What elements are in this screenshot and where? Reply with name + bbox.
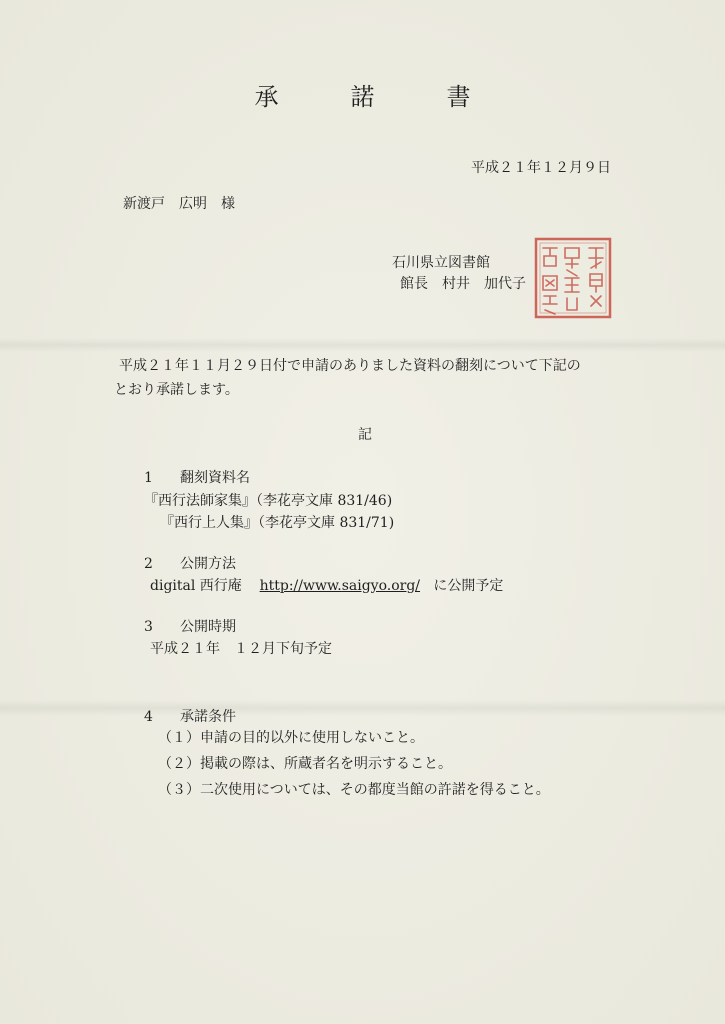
material-2: 『西行上人集』（李花亭文庫 831/71)	[160, 515, 395, 531]
issuer-director: 館長 村井 加代子	[400, 276, 526, 292]
issuer-organization: 石川県立図書館	[392, 255, 490, 271]
official-seal-stamp	[533, 236, 613, 320]
publication-medium: digital 西行庵	[150, 578, 242, 594]
document-date: 平成２１年１２月９日	[471, 160, 611, 176]
publication-schedule: 平成２１年 １２月下旬予定	[150, 641, 332, 657]
item-heading-label: 公開時期	[180, 619, 236, 635]
ki-heading: 記	[358, 427, 372, 443]
body-text-line-1: 平成２１年１１月２９日付で申請のありました資料の翻刻について下記の	[119, 358, 581, 374]
publication-method	[150, 577, 503, 595]
item-number: 2	[144, 556, 153, 572]
item-heading-label: 承諾条件	[180, 709, 236, 725]
document-title	[0, 82, 725, 112]
condition-2: （２）掲載の際は、所蔵者名を明示すること。	[158, 756, 452, 772]
item-number: 4	[144, 709, 153, 725]
item-2-heading	[144, 555, 236, 573]
title-char: 諾	[350, 83, 375, 111]
item-3-heading	[144, 618, 236, 636]
publication-url-link[interactable]: http://www.saigyo.org/	[259, 578, 421, 594]
addressee: 新渡戸 広明 様	[123, 196, 235, 212]
title-char: 書	[446, 83, 471, 111]
material-1: 『西行法師家集』（李花亭文庫 831/46)	[144, 493, 393, 509]
item-number: 1	[144, 470, 153, 486]
condition-1: （１）申請の目的以外に使用しないこと。	[158, 730, 424, 746]
body-text-line-2: とおり承諾します。	[114, 382, 239, 398]
title-char: 承	[254, 83, 279, 111]
item-4-heading	[144, 708, 236, 726]
condition-3: （３）二次使用については、その都度当館の許諾を得ること。	[158, 782, 550, 798]
item-heading-label: 翻刻資料名	[180, 470, 250, 486]
item-1-heading	[144, 469, 250, 487]
publication-suffix: に公開予定	[433, 578, 504, 594]
item-number: 3	[144, 619, 153, 635]
item-heading-label: 公開方法	[180, 556, 236, 572]
